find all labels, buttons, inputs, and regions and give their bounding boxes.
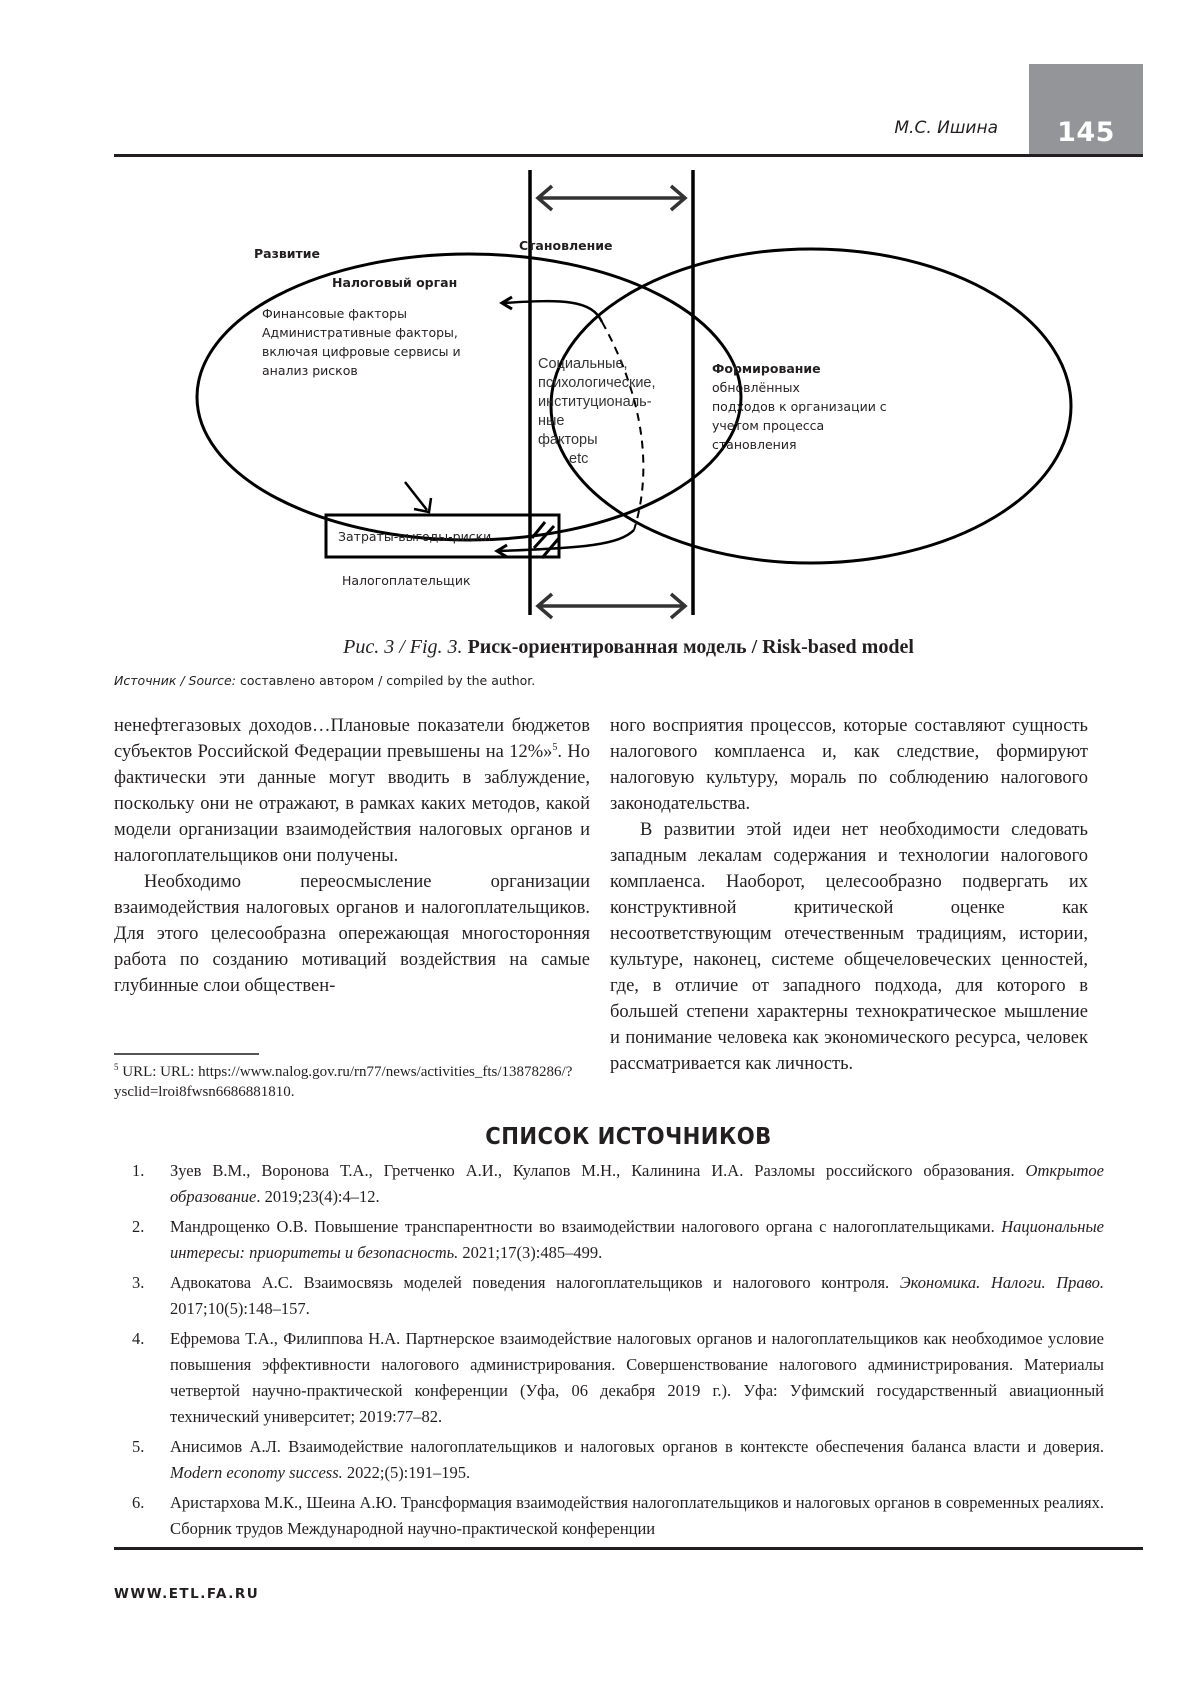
reference-item	[114, 1158, 1104, 1210]
header-rule	[114, 154, 1143, 157]
label-center-factor-2: психологические,	[538, 375, 656, 391]
footer-rule	[114, 1547, 1143, 1550]
footnote-rule	[114, 1053, 259, 1055]
reference-source: Национальные интересы: приоритеты и безопасность.	[170, 1217, 1104, 1262]
paragraph: ного восприятия процессов, которые составляют сущность налогового комплаенса и, как следствие, формируют налоговую культуру, мораль по соблюдению налогового законодательства.	[610, 716, 1088, 814]
reference-number: 5.	[132, 1437, 145, 1456]
footnote	[114, 1062, 594, 1102]
reference-number: 4.	[132, 1329, 145, 1348]
source-text: составлено автором / compiled by the author.	[239, 673, 536, 688]
label-tax-authority: Налоговый орган	[332, 275, 458, 290]
references-list	[114, 1158, 1104, 1546]
paragraph	[114, 713, 590, 869]
label-right-text-2: подходов к организации с	[712, 399, 887, 414]
figure-risk-based-model	[114, 170, 1143, 630]
label-cost-benefit-risk: Затраты-выгоды-риски	[338, 529, 492, 544]
caption-title: Риск-ориентированная модель / Risk-based model	[467, 636, 914, 658]
reference-item	[114, 1326, 1104, 1430]
footnote-ref[interactable]: 5	[552, 741, 558, 753]
references-title: СПИСОК ИСТОЧНИКОВ	[485, 1124, 772, 1150]
reference-details: 2021;17(3):485–499.	[458, 1243, 603, 1262]
reference-item	[114, 1214, 1104, 1266]
label-right-text-4: становления	[712, 437, 797, 452]
label-right-text-1: обновлённых	[712, 380, 800, 395]
label-center-factor-4: ные	[538, 413, 565, 429]
paragraph-text: . Но фактически эти данные могут вводить в заблуждение, поскольку они не отражают, в рамках каких методов, какой модели организации взаимодействия налоговых органов и налогоплательщиков они получены.	[114, 742, 590, 866]
reference-source: Открытое образование	[170, 1161, 1104, 1206]
reference-item	[114, 1490, 1104, 1542]
reference-source: Modern economy success.	[170, 1463, 343, 1482]
reference-text: Аристархова М.К., Шеина А.Ю. Трансформация взаимодействия налогоплательщиков и налоговых органов в современных реалиях. Сборник трудов Международной научно-практической конференции	[170, 1493, 1104, 1538]
running-head-author: М.С. Ишина	[894, 118, 998, 138]
left-ellipse	[197, 254, 741, 540]
footer-website-link[interactable]: WWW.ETL.FA.RU	[114, 1586, 260, 1602]
label-center-factor-1: Социальные,	[538, 356, 628, 372]
label-right-text-3: учетом процесса	[712, 418, 825, 433]
reference-number: 1.	[132, 1161, 145, 1180]
label-left-factor-1: Финансовые факторы	[262, 306, 407, 321]
label-formation-title: Формирование	[712, 361, 821, 376]
label-center-factor-5: факторы	[538, 432, 598, 448]
reference-number: 6.	[132, 1493, 145, 1512]
reference-item	[114, 1270, 1104, 1322]
reference-details: 2017;10(5):148–157.	[170, 1299, 310, 1318]
label-center-factor-3: институциональ-	[538, 394, 652, 410]
label-development: Развитие	[254, 246, 321, 261]
reference-text: Адвокатова А.С. Взаимосвязь моделей поведения налогоплательщиков и налогового контроля.	[170, 1273, 900, 1292]
page-number: 145	[1057, 117, 1115, 148]
label-formation-stage: Становление	[519, 238, 613, 253]
reference-item	[114, 1434, 1104, 1486]
reference-details: . 2019;23(4):4–12.	[256, 1187, 380, 1206]
caption-prefix: Рис. 3 / Fig. 3.	[343, 636, 463, 658]
label-left-factor-2: Административные факторы,	[262, 325, 458, 340]
label-center-factor-etc: etc	[569, 451, 589, 467]
label-left-factor-4: анализ рисков	[262, 363, 358, 378]
reference-details: 2022;(5):191–195.	[342, 1463, 471, 1482]
reference-text: Ефремова Т.А., Филиппова Н.А. Партнерское взаимодействие налоговых органов и налогоплательщиков как необходимое условие повышения эффективности налогового администрирования. Совершенствование налогового администрирования. Материалы четвертой научно-практической конференции (Уфа, 06 декабря 2019 г.). Уфа: Уфимский государственный авиационный технический университет; 2019:77–82.	[170, 1329, 1104, 1426]
paragraph: В развитии этой идеи нет необходимости следовать западным лекалам содержания и технологии налогового комплаенса. Наоборот, целесообразно подвергать их конструктивной критической оценке как несоответствующим отечественным традициям, истории, культуре, наконец, системе общечеловеческих ценностей, где, в отличие от западного подхода, для которого в большей степени характерны технократическое мышление и понимание человека как экономического ресурса, человек рассматривается как личность.	[610, 820, 1088, 1074]
body-right-column	[610, 713, 1088, 1077]
paragraph-text: ненефтегазовых доходов…Плановые показатели бюджетов субъектов Российской Федерации превышены на 12%»	[114, 716, 590, 762]
body-left-column	[114, 713, 590, 999]
label-left-factor-3: включая цифровые сервисы и	[262, 344, 461, 359]
paragraph: Необходимо переосмысление организации взаимодействия налоговых органов и налогоплательщиков. Для этого целесообразна опережающая многосторонняя работа по созданию мотиваций воздействия на самые глубинные слои обществен-	[114, 872, 590, 996]
reference-text: Мандрощенко О.В. Повышение транспарентности во взаимодействии налогового органа с налогоплательщиками.	[170, 1217, 1002, 1236]
reference-source: Экономика. Налоги. Право.	[899, 1273, 1104, 1292]
footnote-mark: 5	[114, 1062, 119, 1072]
figure-caption	[114, 636, 1143, 659]
source-label: Источник / Source:	[114, 673, 236, 688]
reference-text: Зуев В.М., Воронова Т.А., Гретченко А.И., Кулапов М.Н., Калинина И.А. Разломы российского образования.	[170, 1161, 1026, 1180]
reference-text: Анисимов А.Л. Взаимодействие налогоплательщиков и налоговых органов в контексте обеспечения баланса власти и доверия.	[170, 1437, 1104, 1456]
figure-source	[114, 673, 535, 688]
reference-number: 2.	[132, 1217, 145, 1236]
footnote-text[interactable]: URL: URL: https://www.nalog.gov.ru/rn77/news/activities_fts/13878286/?ysclid=lroi8fwsn6686881810.	[114, 1064, 573, 1100]
reference-number: 3.	[132, 1273, 145, 1292]
label-taxpayer: Налогоплательщик	[342, 573, 471, 588]
